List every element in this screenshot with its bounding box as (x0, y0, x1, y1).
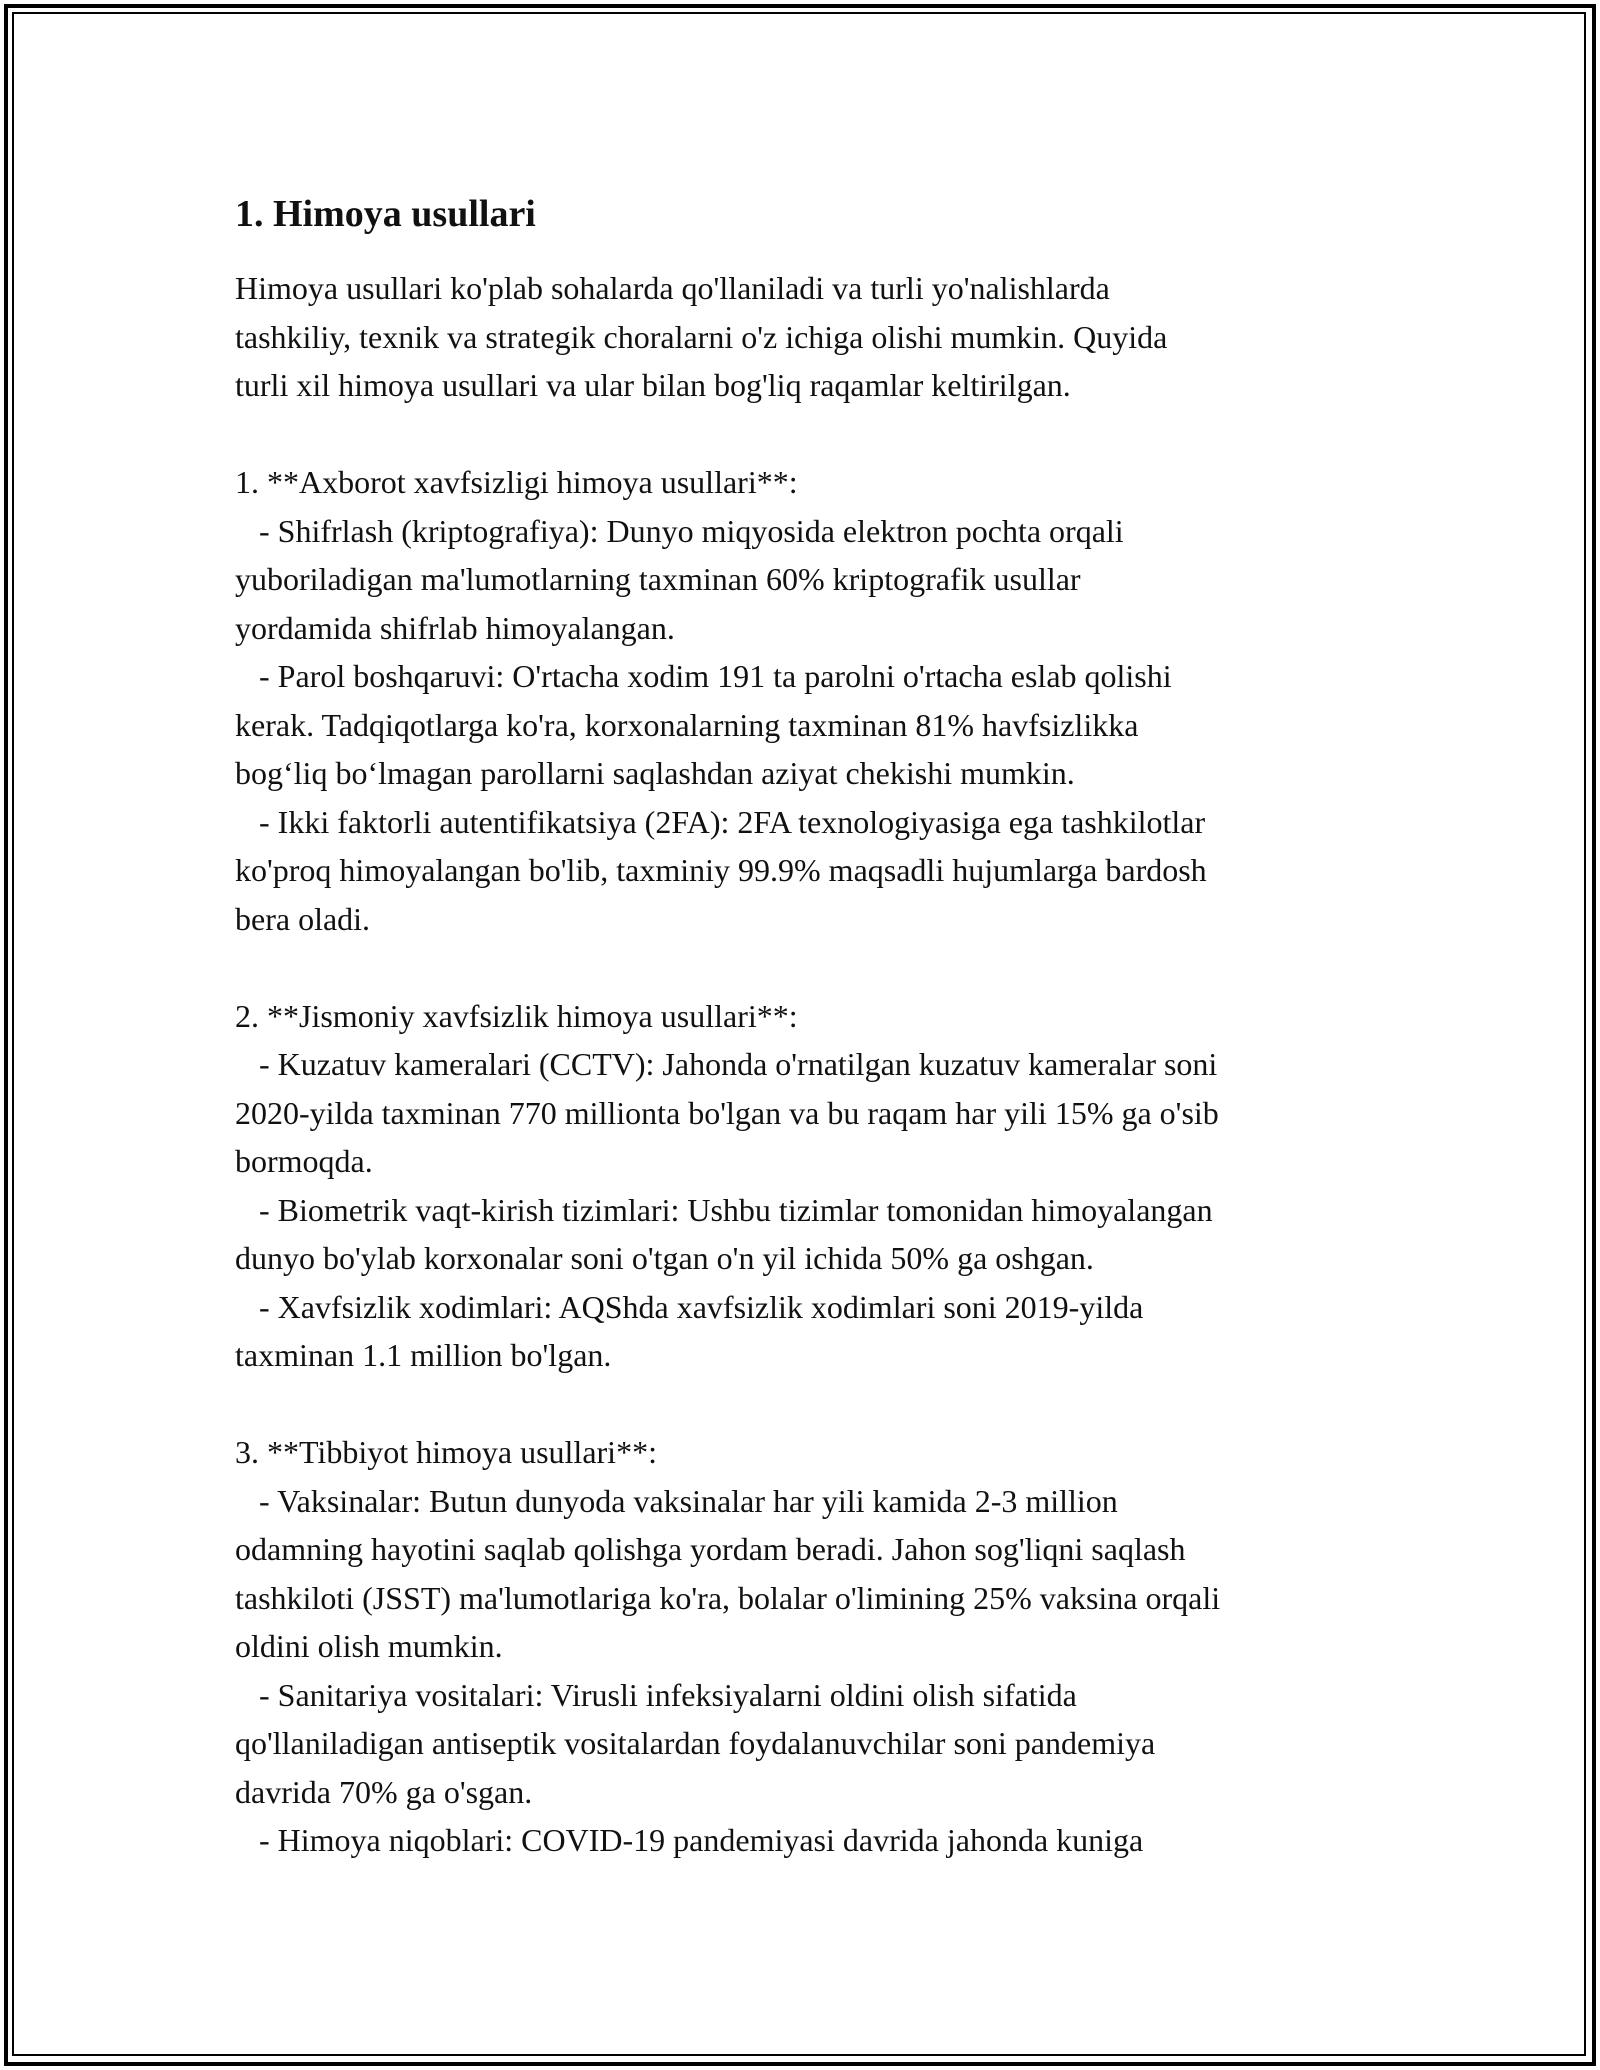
list-item: - Vaksinalar: Butun dunyoda vaksinalar har yili kamida 2-3 million odamning hayotini saqlab qolishga yordam beradi. Jahon sog'liqni saqlash tashkiloti (JSST) ma'lumotlariga ko'ra, bolalar o'limining 25% vaksina orqali oldini olish mumkin. (235, 1482, 1221, 1664)
list-item: - Xavfsizlik xodimlari: AQShda xavfsizlik xodimlari soni 2019-yilda taxminan 1.1 million bo'lgan. (235, 1288, 1144, 1373)
list-item: - Ikki faktorli autentifikatsiya (2FA): 2FA texnologiyasiga ega tashkilotlar ko'proq himoyalangan bo'lib, taxminiy 99.9% maqsadli hujumlarga bardosh bera oladi. (235, 803, 1207, 937)
spacer (235, 1380, 1375, 1429)
list-item: - Himoya niqoblari: COVID-19 pandemiyasi davrida jahonda kuniga (235, 1822, 1144, 1858)
list-item: - Biometrik vaqt-kirish tizimlari: Ushbu tizimlar tomonidan himoyalangan dunyo bo'ylab korxonalar soni o'tgan o'n yil ichida 50% ga oshgan. (235, 1191, 1213, 1276)
section-physical-security (235, 992, 1375, 1380)
section-medical-protection (235, 1428, 1375, 1865)
section-title: 2. **Jismoniy xavfsizlik himoya usullari**: (235, 997, 798, 1034)
section-title: 1. **Axborot xavfsizligi himoya usullari**: (235, 464, 798, 500)
list-item: - Sanitariya vositalari: Virusli infeksiyalarni oldini olish sifatida qo'llaniladigan antiseptik vositalardan foydalanuvchilar soni pandemiya davrida 70% ga o'sgan. (235, 1676, 1156, 1810)
section-title: 3. **Tibbiyot himoya usullari**: (235, 1434, 657, 1470)
section-information-security (235, 458, 1375, 943)
list-item: - Shifrlash (kriptografiya): Dunyo miqyosida elektron pochta orqali yuboriladigan ma'lumotlarning taxminan 60% kriptografik usullar yordamida shifrlab himoyalangan. (235, 512, 1124, 646)
spacer (235, 410, 1375, 459)
document-page (235, 190, 1375, 1865)
document-heading: 1. Himoya usullari (235, 193, 536, 235)
list-item: - Parol boshqaruvi: O'rtacha xodim 191 ta parolni o'rtacha eslab qolishi kerak. Tadqiqotlarga ko'ra, korxonalarning taxminan 81% havfsizlikka bog‘liq bo‘lmagan parollarni saqlashdan aziyat chekishi mumkin. (235, 658, 1172, 791)
spacer (235, 943, 1375, 992)
list-item: - Kuzatuv kameralari (CCTV): Jahonda o'rnatilgan kuzatuv kameralar soni 2020-yilda taxminan 770 millionta bo'lgan va bu raqam har yili 15% ga o'sib bormoqda. (235, 1046, 1219, 1179)
intro-paragraph: Himoya usullari ko'plab sohalarda qo'llaniladi va turli yo'nalishlarda tashkiliy, texnik va strategik choralarni o'z ichiga olishi mumkin. Quyida turli xil himoya usullari va ular bilan bog'liq raqamlar keltirilgan. (235, 270, 1168, 403)
